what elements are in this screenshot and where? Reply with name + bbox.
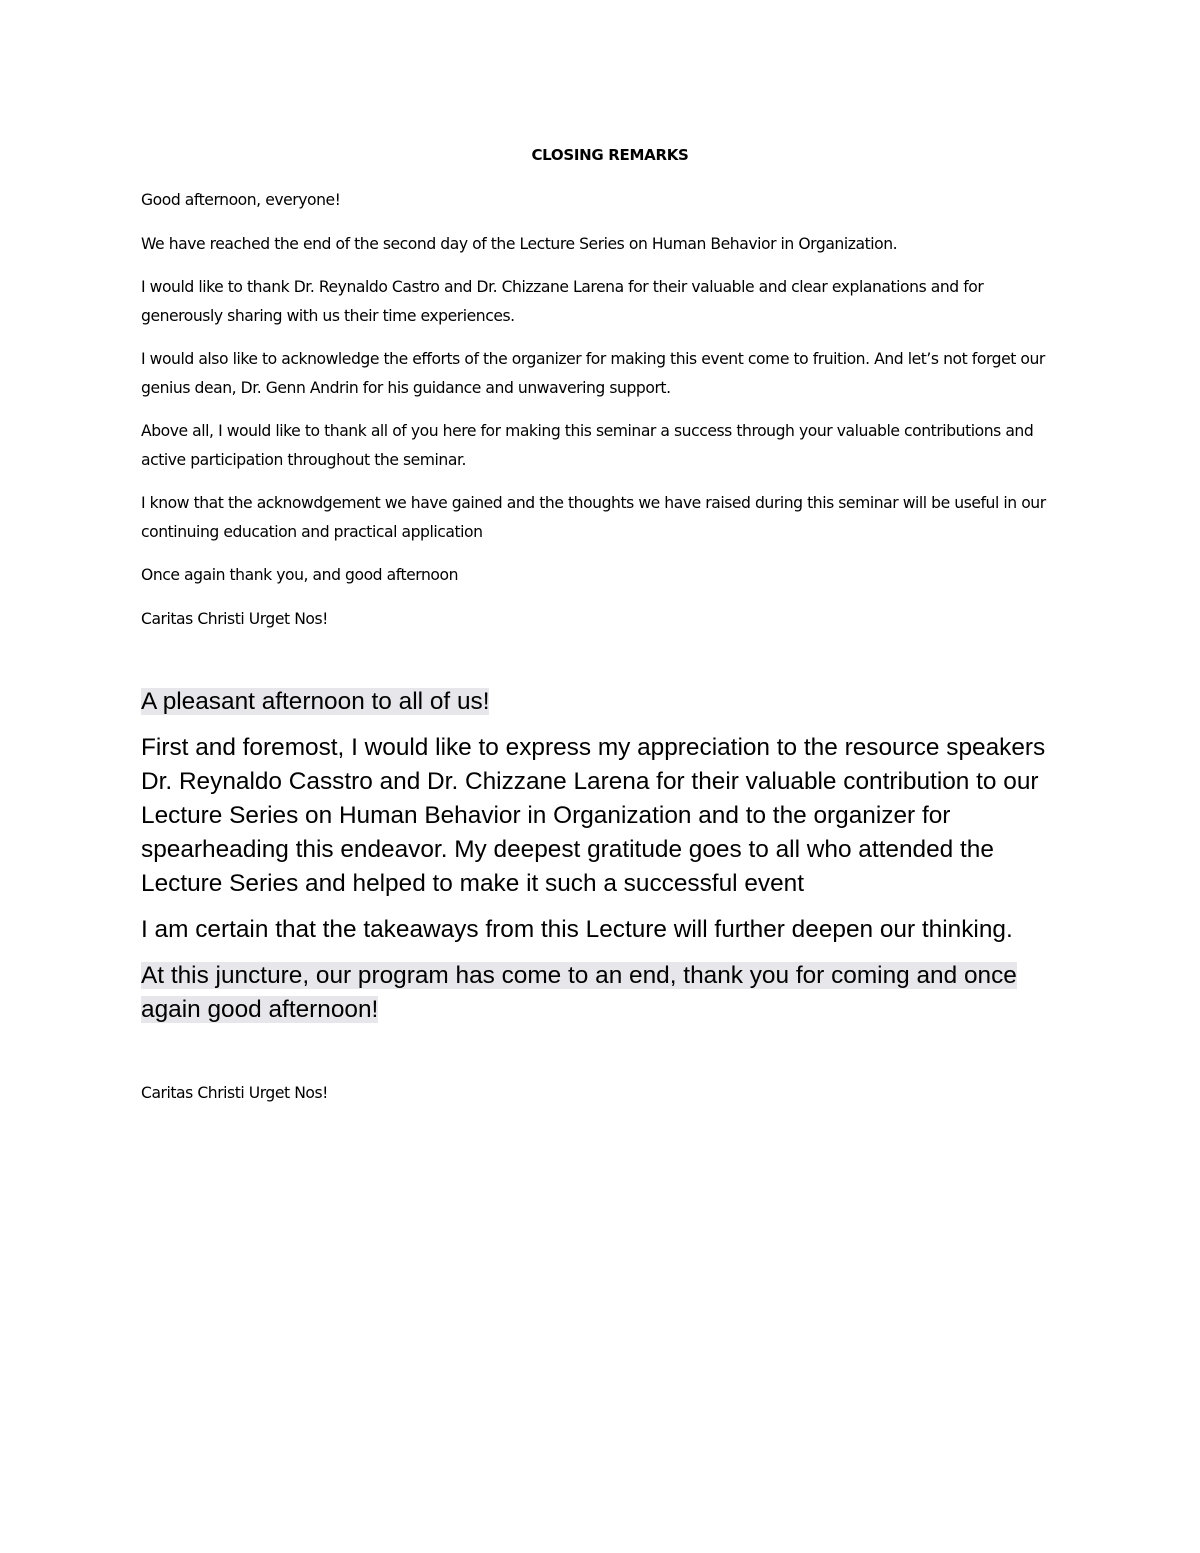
alt-takeaway-paragraph: I am certain that the takeaways from this Lecture will further deepen our thinking.	[141, 916, 1013, 943]
alt-closing-paragraph	[141, 959, 1061, 1027]
acknowledge-organizer-paragraph: I would also like to acknowledge the efforts of the organizer for making this event come to fruition. And let’s not forget our genius dean, Dr. Genn Andrin for his guidance and unwavering support.	[141, 350, 1045, 397]
closing-motto: Caritas Christi Urget Nos!	[141, 1084, 328, 1102]
document-body	[141, 144, 1061, 1123]
alt-appreciation-paragraph: First and foremost, I would like to express my appreciation to the resource speakers Dr. Reynaldo Casstro and Dr. Chizzane Larena for their valuable contribution to our Lecture Series on Human Behavior in Organization and to the organizer for spearheading this endeavor. My deepest gratitude goes to all who attended the Lecture Series and helped to make it such a successful event	[141, 734, 1046, 897]
farewell-paragraph: Once again thank you, and good afternoon	[141, 566, 459, 584]
alt-greeting-paragraph	[141, 685, 1061, 719]
motto-paragraph: Caritas Christi Urget Nos!	[141, 609, 328, 628]
intro-paragraph: We have reached the end of the second day of the Lecture Series on Human Behavior in Organization.	[141, 234, 898, 253]
alt-greeting-text: A pleasant afternoon to all of us!	[141, 688, 490, 715]
alt-closing-text: At this juncture, our program has come to an end, thank you for coming and once again good afternoon!	[141, 962, 1017, 1023]
takeaway-paragraph: I know that the acknowdgement we have gained and the thoughts we have raised during this seminar will be useful in our continuing education and practical application	[141, 494, 1046, 541]
greeting-paragraph: Good afternoon, everyone!	[141, 191, 341, 209]
alternate-remarks-section	[141, 685, 1061, 1027]
thanks-speakers-paragraph: I would like to thank Dr. Reynaldo Castro and Dr. Chizzane Larena for their valuable and clear explanations and for generously sharing with us their time experiences.	[141, 278, 984, 325]
document-title: CLOSING REMARKS	[531, 146, 689, 164]
thanks-audience-paragraph: Above all, I would like to thank all of you here for making this seminar a success through your valuable contributions and active participation throughout the seminar.	[141, 422, 1034, 469]
